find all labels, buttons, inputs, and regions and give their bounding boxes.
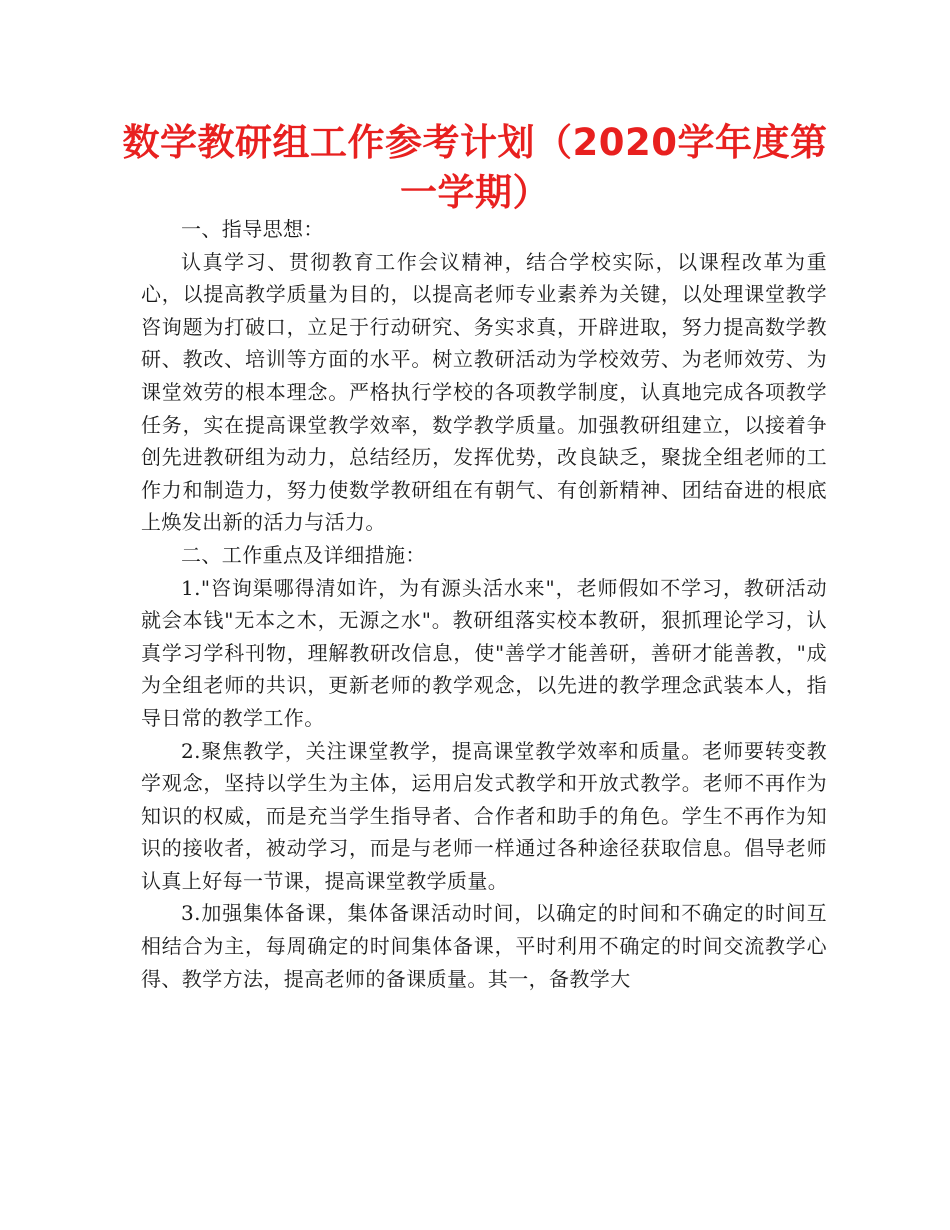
section-heading-guiding-ideology: 一、指导思想：: [181, 217, 324, 241]
paragraph-item-3: 3.加强集体备课，集体备课活动时间，以确定的时间和不确定的时间互相结合为主，每周确定的时间集体备课，平时利用不确定的时间交流教学心得、教学方法，提高老师的备课质量。其一，备教学大: [141, 901, 827, 991]
paragraph-item-1: 1."咨询渠哪得清如许，为有源头活水来"，老师假如不学习，教研活动就会本钱"无本之木，无源之水"。教研组落实校本教研，狠抓理论学习，认真学习学科刊物，理解教研改信息，使"善学才能善研，善研才能善教，"成为全组老师的共识，更新老师的教学观念，以先进的教学理念武装本人，指导日常的教学工作。: [141, 575, 827, 730]
document-title: 数学教研组工作参考计划（2020学年度第一学期）: [122, 121, 828, 214]
paragraph-item-2: 2.聚焦教学，关注课堂教学，提高课堂教学效率和质量。老师要转变教学观念，坚持以学生为主体，运用启发式教学和开放式教学。老师不再作为知识的权威，而是充当学生指导者、合作者和助手的角色。学生不再作为知识的接收者，被动学习，而是与老师一样通过各种途径获取信息。倡导老师认真上好每一节课，提高课堂教学质量。: [141, 738, 827, 893]
section-heading-key-work: 二、工作重点及详细措施：: [181, 542, 426, 567]
document-body: [141, 213, 827, 995]
paragraph-guiding-ideology: 认真学习、贯彻教育工作会议精神，结合学校实际，以课程改革为重心，以提高教学质量为目的，以提高老师专业素养为关键，以处理课堂教学咨询题为打破口，立足于行动研究、务实求真，开辟进取，努力提高数学教研、教改、培训等方面的水平。树立教研活动为学校效劳、为老师效劳、为课堂效劳的根本理念。严格执行学校的各项教学制度，认真地完成各项教学任务，实在提高课堂教学效率，数学教学质量。加强教研组建立，以接着争创先进教研组为动力，总结经历，发挥优势，改良缺乏，聚拢全组老师的工作力和制造力，努力使数学教研组在有朝气、有创新精神、团结奋进的根底上焕发出新的活力与活力。: [141, 249, 827, 535]
